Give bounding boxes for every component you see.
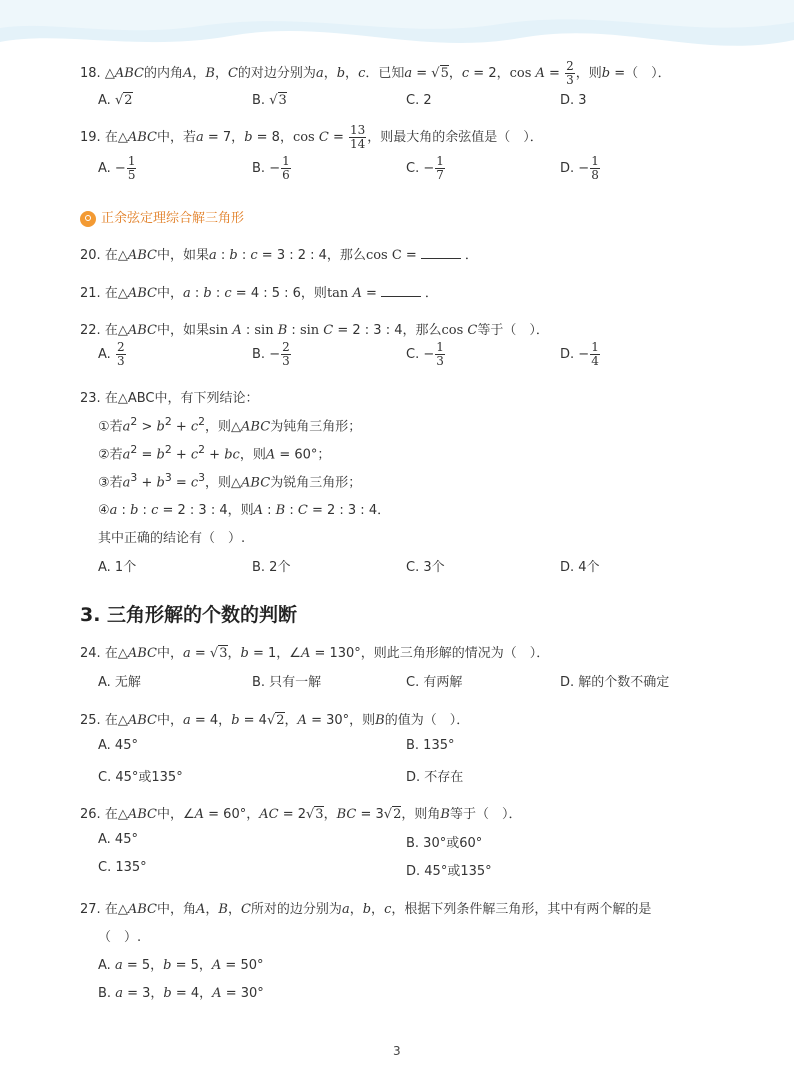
question-text: 在△ABC中，如果a : b : c = 3 : 2 : 4，那么cos C = ． (104, 248, 478, 263)
q23-option-c[interactable]: C. 3个 (406, 560, 445, 575)
q19-option-a[interactable]: A. − $\frac{1}{5}$ (98, 154, 136, 182)
q23-statement-4: ④a : b : c = 2 : 3 : 4，则A : B : C = 2 : 3 : 4． (98, 503, 391, 518)
question-text: 在△ABC中，如果sin A : sin B : sin C = 2 : 3 : 4，那么cos C等于（ ）． (104, 323, 549, 338)
q18-option-c[interactable]: C. 2 (406, 93, 432, 108)
q27-option-a[interactable]: A. a = 5，b = 5，A = 50° (98, 958, 264, 973)
q24-option-a[interactable]: A. 无解 (98, 675, 141, 690)
q25-option-a[interactable]: A. 45° (98, 738, 138, 753)
q23-conclusion: 其中正确的结论有（ ）. (98, 531, 246, 546)
q22-option-c[interactable]: C. − $\frac{1}{3}$ (406, 340, 444, 368)
question-number: 27. (80, 902, 101, 917)
q25-option-c[interactable]: C. 45°或135° (98, 770, 183, 785)
q27-option-b[interactable]: B. a = 3，b = 4，A = 30° (98, 986, 264, 1001)
section-heading: 3. 三角形解的个数的判断 (80, 604, 298, 626)
question-text: △ABC的内角A，B，C的对边分别为a，b，c．已知a = √5，c = 2，cos A = $\frac{2}{3}$ ，则b =（ ）． (104, 59, 671, 87)
question-text: 在△ABC中，角A，B，C所对的边分别为a，b，c，根据下列条件解三角形，其中有两个解的是 (104, 902, 652, 917)
page-number: 3 (393, 1044, 401, 1058)
q26-option-b[interactable]: B. 30°或60° (406, 836, 483, 851)
question-number: 21. (80, 286, 101, 301)
question-number: 20. (80, 248, 101, 263)
q23-option-d[interactable]: D. 4个 (560, 560, 600, 575)
section-tag-label: 正余弦定理综合解三角形 (101, 211, 245, 226)
q22-option-a[interactable]: A. $\frac{2}{3}$ (98, 340, 125, 368)
q26-option-a[interactable]: A. 45° (98, 832, 138, 847)
question-24 (80, 642, 549, 661)
q22-option-d[interactable]: D. − $\frac{1}{4}$ (560, 340, 599, 368)
q26-option-d[interactable]: D. 45°或135° (406, 864, 492, 879)
answer-blank[interactable] (421, 249, 461, 259)
question-number: 24. (80, 646, 101, 661)
q23-option-b[interactable]: B. 2个 (252, 560, 291, 575)
question-23 (80, 387, 259, 406)
question-text: 在△ABC中，a = √3，b = 1，∠A = 130°，则此三角形解的情况为（ ）． (104, 646, 550, 661)
q23-statement-2: ②若$a^2 = b^2 + c^2$ + bc，则A = 60°； (98, 443, 331, 463)
q24-option-b[interactable]: B. 只有一解 (252, 675, 322, 690)
header-wave-decoration (0, 0, 794, 58)
q18-option-a[interactable]: A. √2 (98, 93, 133, 108)
q23-statement-3: ③若$a^3 + b^3 = c^3$，则△ABC为锐角三角形； (98, 471, 362, 491)
q27-continuation: （ ）. (98, 930, 142, 945)
question-18 (80, 60, 671, 87)
q23-statement-1: ①若$a^2 > b^2 + c^2$，则△ABC为钝角三角形； (98, 415, 362, 435)
lightbulb-icon (80, 211, 96, 227)
question-20 (80, 244, 478, 263)
question-number: 22. (80, 323, 101, 338)
answer-blank[interactable] (381, 287, 421, 297)
question-text: 在△ABC中，a : b : c = 4 : 5 : 6，则tan A = ． (104, 286, 438, 301)
q19-option-d[interactable]: D. − $\frac{1}{8}$ (560, 154, 599, 182)
q23-option-a[interactable]: A. 1个 (98, 560, 137, 575)
q25-option-b[interactable]: B. 135° (406, 738, 455, 753)
question-text: 在△ABC中，∠A = 60°，AC = 2√3，BC = 3√2，则角B等于（ ）． (104, 807, 522, 822)
question-22 (80, 319, 549, 338)
q22-option-b[interactable]: B. − $\frac{2}{3}$ (252, 340, 290, 368)
question-25 (80, 709, 469, 728)
question-text: 在△ABC中，a = 4，b = 4√2，A = 30°，则B的值为（ ）． (104, 713, 470, 728)
q25-option-d[interactable]: D. 不存在 (406, 770, 464, 785)
q24-option-c[interactable]: C. 有两解 (406, 675, 463, 690)
section-tag (80, 207, 244, 227)
q19-option-b[interactable]: B. − $\frac{1}{6}$ (252, 154, 290, 182)
q26-option-c[interactable]: C. 135° (98, 860, 147, 875)
question-number: 18. (80, 66, 101, 81)
question-number: 23. (80, 391, 101, 406)
q18-option-d[interactable]: D. 3 (560, 93, 587, 108)
question-number: 25. (80, 713, 101, 728)
q24-option-d[interactable]: D. 解的个数不确定 (560, 675, 670, 690)
q19-option-c[interactable]: C. − $\frac{1}{7}$ (406, 154, 444, 182)
question-27 (80, 898, 651, 917)
question-19 (80, 124, 543, 151)
question-text: 在△ABC中，若a = 7，b = 8，cos C = $\frac{13}{14}$ ，则最大角的余弦值是（ ）． (104, 123, 543, 151)
question-26 (80, 803, 521, 822)
question-21 (80, 282, 438, 301)
q18-option-b[interactable]: B. √3 (252, 93, 287, 108)
question-number: 26. (80, 807, 101, 822)
question-text: 在△ABC中，有下列结论： (104, 391, 259, 406)
question-number: 19. (80, 130, 101, 145)
